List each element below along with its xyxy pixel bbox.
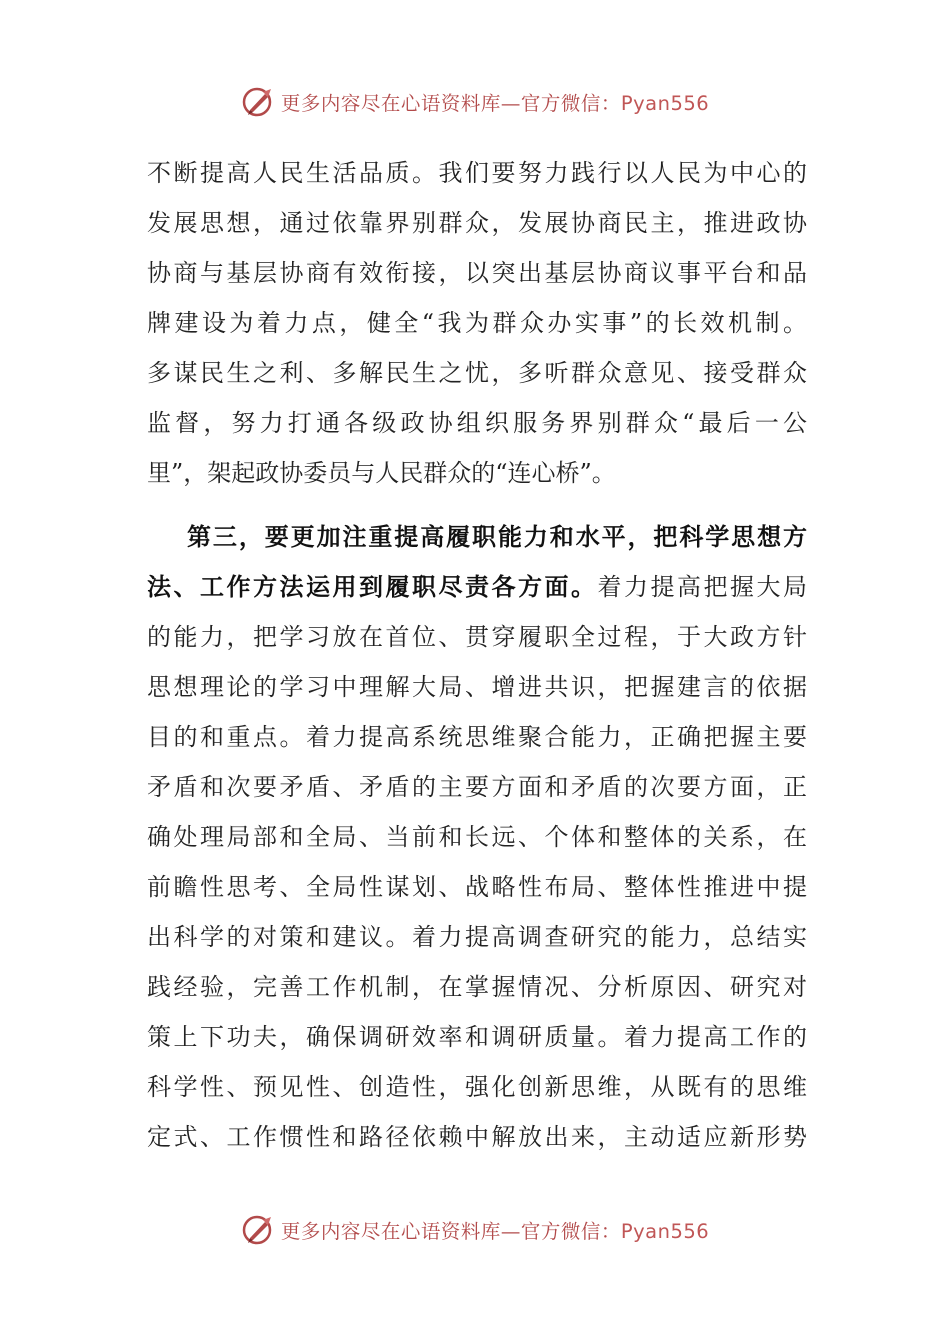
text-line: 策上下功夫，确保调研效率和调研质量。着力提高工作的: [147, 1023, 807, 1051]
text-line: 思想理论的学习中理解大局、增进共识，把握建言的依据: [147, 673, 807, 701]
pen-logo-icon: [241, 85, 275, 119]
text-line: 定式、工作惯性和路径依赖中解放出来，主动适应新形势: [147, 1123, 807, 1151]
banner-text: 更多内容尽在心语资料库—官方微信：Pyan556: [280, 92, 710, 115]
text-line: 矛盾和次要矛盾、矛盾的主要方面和矛盾的次要方面，正: [147, 773, 807, 801]
text-line: 监督，努力打通各级政协组织服务界别群众“最后一公: [147, 409, 807, 437]
text-line: 目的和重点。着力提高系统思维聚合能力，正确把握主要: [147, 723, 807, 751]
text-line: 出科学的对策和建议。着力提高调查研究的能力，总结实: [147, 923, 807, 951]
paragraph-2: [147, 512, 807, 1162]
footer-banner: [0, 1210, 950, 1250]
text-line: 不断提高人民生活品质。我们要努力践行以人民为中心的: [147, 159, 807, 187]
wechat-id: Pyan556: [620, 92, 710, 115]
wechat-id: Pyan556: [620, 1220, 710, 1243]
text-line-heading: 第三，要更加注重提高履职能力和水平，把科学思想方: [187, 522, 807, 551]
text-line: 的能力，把学习放在首位、贯穿履职全过程，于大政方针: [147, 623, 807, 651]
header-banner: [0, 82, 950, 122]
text-line-mixed: [147, 562, 807, 612]
text-line: 发展思想，通过依靠界别群众，发展协商民主，推进政协: [147, 209, 807, 237]
banner-text: 更多内容尽在心语资料库—官方微信：Pyan556: [280, 1220, 710, 1243]
text-line: 多谋民生之利、多解民生之忧，多听群众意见、接受群众: [147, 359, 807, 387]
text-line: 牌建设为着力点，健全“我为群众办实事”的长效机制。: [147, 309, 807, 337]
pen-logo-icon: [241, 1213, 275, 1247]
text-line: 科学性、预见性、创造性，强化创新思维，从既有的思维: [147, 1073, 807, 1101]
text-line: 前瞻性思考、全局性谋划、战略性布局、整体性推进中提: [147, 873, 807, 901]
text-line: 里”，架起政协委员与人民群众的“连心桥”。: [147, 459, 616, 487]
text-fragment: 着力提高把握大局: [597, 573, 807, 601]
paragraph-1: [147, 148, 807, 498]
text-line: 协商与基层协商有效衔接，以突出基层协商议事平台和品: [147, 259, 807, 287]
text-line: 践经验，完善工作机制，在掌握情况、分析原因、研究对: [147, 973, 807, 1001]
heading-fragment: 法、工作方法运用到履职尽责各方面。: [147, 572, 598, 601]
document-body: [147, 148, 807, 1162]
text-line: 确处理局部和全局、当前和长远、个体和整体的关系，在: [147, 823, 807, 851]
